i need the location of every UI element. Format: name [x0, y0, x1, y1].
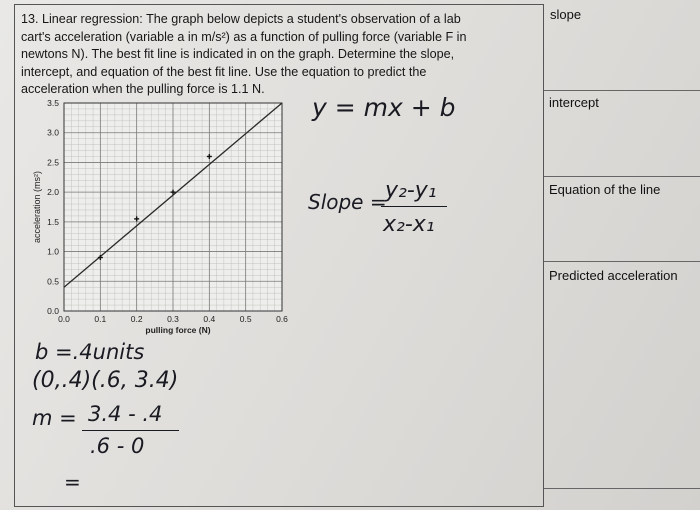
y-tick-label: 0.0 [47, 306, 59, 316]
y-tick-label: 0.5 [47, 276, 59, 287]
handwritten-m-numerator: 3.4 - .4 [88, 402, 163, 426]
fraction-bar [82, 430, 179, 431]
handwritten-equation: y = mx + b [312, 93, 456, 122]
y-tick-label: 2.0 [47, 187, 59, 198]
y-tick-label: 3.5 [47, 98, 59, 108]
x-tick-label: 0.1 [94, 314, 107, 324]
x-tick-label: 0.2 [130, 314, 143, 324]
x-tick-label: 0.3 [167, 314, 179, 324]
question-line: newtons N). The best fit line is indicated in on the graph. Determine the slope, [21, 47, 455, 62]
x-tick-label: 0.0 [58, 314, 70, 324]
equation-label: Equation of the line [549, 182, 661, 197]
x-tick-label: 0.6 [276, 314, 288, 324]
intercept-label: intercept [549, 95, 599, 110]
handwritten-points: (0,.4)(.6, 3.4) [32, 368, 179, 393]
slope-label: slope [550, 7, 582, 22]
y-tick-label: 1.0 [47, 246, 59, 257]
question-line: acceleration when the pulling force is 1.1 N. [21, 82, 265, 97]
x-tick-label: 0.4 [203, 314, 216, 324]
handwritten-equals: = [64, 470, 81, 494]
handwritten-m-denominator: .6 - 0 [90, 434, 145, 458]
x-axis-label: pulling force (N) [145, 325, 211, 335]
y-axis-label: acceleration (ms²) [32, 170, 42, 244]
question-line: intercept, and equation of the best fit line. Use the equation to predict the [21, 64, 427, 79]
question-line: cart's acceleration (variable a in m/s²) as a function of pulling force (variable F in [21, 29, 467, 44]
question-line: 13. Linear regression: The graph below depicts a student's observation of a lab [21, 12, 461, 26]
x-tick-label: 0.5 [239, 314, 252, 324]
y-tick-label: 1.5 [47, 216, 59, 227]
y-tick-label: 2.5 [47, 157, 59, 168]
handwritten-intercept: b =.4units [35, 340, 145, 364]
chart-grid [64, 103, 282, 311]
handwritten-slope-denominator: x₂-x₁ [383, 212, 435, 237]
handwritten-slope-numerator: y₂-y₁ [385, 178, 437, 203]
y-tick-label: 3.0 [47, 127, 59, 138]
handwritten-slope-label: Slope = [308, 190, 387, 214]
handwritten-m-label: m = [32, 406, 77, 430]
fraction-bar [381, 206, 447, 207]
predicted-label: Predicted acceleration [549, 268, 678, 283]
